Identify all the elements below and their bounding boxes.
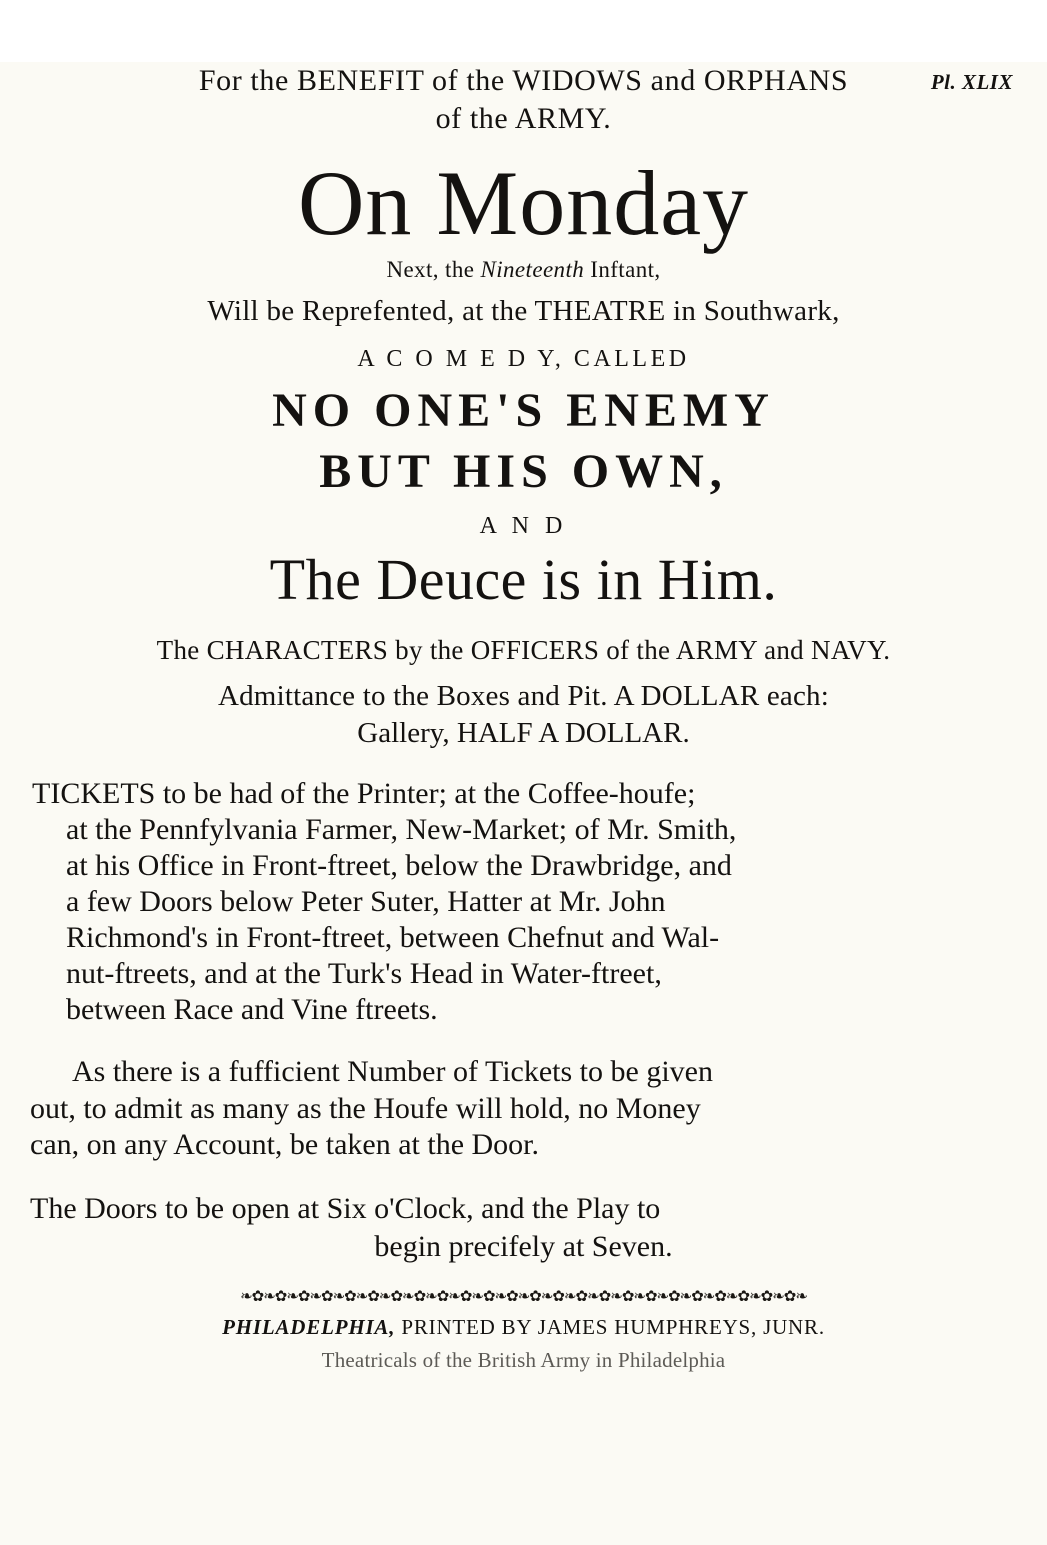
benefit-heading-line-1: For the BENEFIT of the WIDOWS and ORPHANS xyxy=(198,64,849,97)
sufficient-tickets-paragraph xyxy=(30,1054,1017,1164)
represented-line: Will be Reprefented, at the THEATRE in Southwark, xyxy=(207,294,840,327)
tickets-line-6: nut-ftreets, and at the Turk's Head in Water-ftreet, xyxy=(66,957,662,991)
imprint-printer: PRINTED BY JAMES HUMPHREYS, JUNR. xyxy=(401,1315,825,1340)
benefit-heading xyxy=(30,62,1017,139)
date-line-italic: Nineteenth xyxy=(480,256,585,282)
sufficient-line-3: can, on any Account, be taken at the Door. xyxy=(30,1128,540,1162)
play-title-line-2: BUT HIS OWN, xyxy=(319,444,728,498)
sufficient-line-2: out, to admit as many as the Houfe will hold, no Money xyxy=(30,1091,701,1125)
date-line-before: Next, the xyxy=(386,256,481,282)
date-line xyxy=(30,257,1017,283)
tickets-line-7: between Race and Vine ftreets. xyxy=(66,993,438,1027)
plate-number: Pl. XLIX xyxy=(930,70,1013,94)
admittance-line: Admittance to the Boxes and Pit. A DOLLAR each: xyxy=(217,679,830,712)
ornamental-rule: ❧✿❧✿❧✿❧✿❧✿❧✿❧✿❧✿❧✿❧✿❧✿❧✿❧✿❧✿❧✿❧✿❧✿❧✿❧✿❧✿❧✿❧✿❧✿❧✿❧ xyxy=(240,1289,807,1304)
headline-on-monday: On Monday xyxy=(297,151,750,254)
printer-imprint xyxy=(30,1315,1017,1340)
date-line-after: Inftant, xyxy=(584,256,661,282)
doors-line-2: begin precifely at Seven. xyxy=(374,1229,673,1263)
imprint-city: PHILADELPHIA, xyxy=(222,1315,396,1340)
tickets-paragraph xyxy=(30,776,1017,1028)
tickets-line-1: TICKETS to be had of the Printer; at the Coffee-houfe; xyxy=(32,777,696,811)
and-separator: A N D xyxy=(479,512,568,539)
figure-caption: Theatricals of the British Army in Philadelphia xyxy=(321,1348,726,1373)
characters-line: The CHARACTERS by the OFFICERS of the ARMY and NAVY. xyxy=(156,634,891,665)
tickets-line-5: Richmond's in Front-ftreet, between Chefnut and Wal- xyxy=(66,921,720,955)
play-title-line-1: NO ONE'S ENEMY xyxy=(272,383,775,437)
tickets-line-2: at the Pennfylvania Farmer, New-Market; of Mr. Smith, xyxy=(66,813,737,847)
doors-line-1: The Doors to be open at Six o'Clock, and the Play to xyxy=(30,1192,661,1226)
comedy-called-line: A C O M E D Y, CALLED xyxy=(357,345,690,372)
tickets-line-4: a few Doors below Peter Suter, Hatter at Mr. John xyxy=(66,885,666,919)
doors-paragraph xyxy=(30,1190,1017,1265)
sufficient-line-1: As there is a fufficient Number of Tickets to be given xyxy=(72,1055,713,1089)
benefit-heading-line-2: of the ARMY. xyxy=(435,102,612,136)
gallery-line: Gallery, HALF A DOLLAR. xyxy=(357,717,690,750)
tickets-line-3: at his Office in Front-ftreet, below the Drawbridge, and xyxy=(66,849,732,883)
playbill-page xyxy=(0,62,1047,1545)
play-title-line-3: The Deuce is in Him. xyxy=(269,546,778,612)
